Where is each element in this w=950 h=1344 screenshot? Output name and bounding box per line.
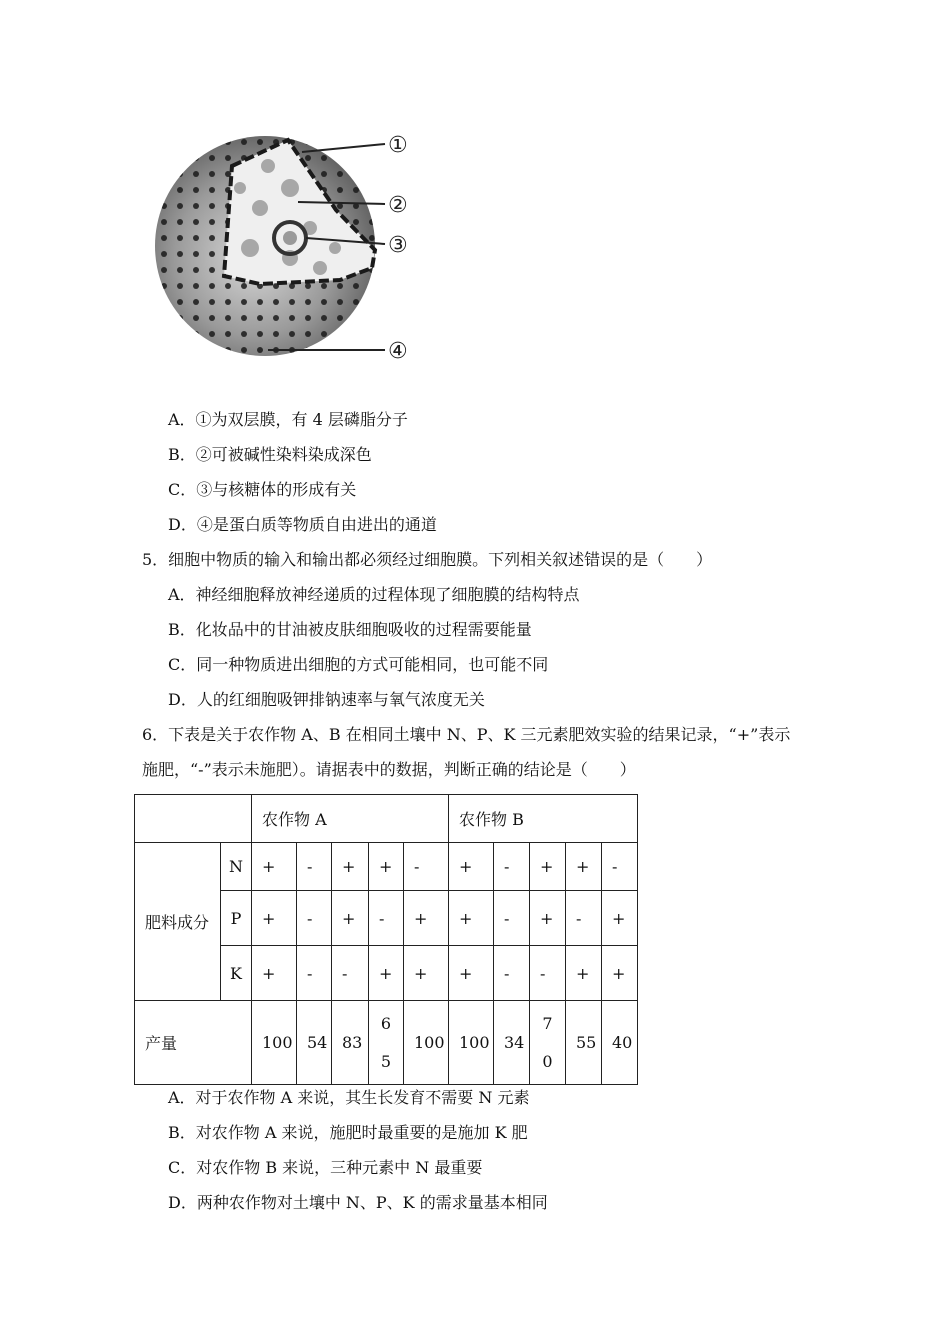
yield-cell: 34 xyxy=(494,1001,530,1085)
cell: + xyxy=(602,946,638,1001)
table-row-yield xyxy=(135,1001,638,1085)
yield-cell-stacked xyxy=(369,1001,404,1085)
yield-cell: 100 xyxy=(404,1001,449,1085)
q6-option-a: A．对于农作物 A 来说，其生长发育不需要 N 元素 xyxy=(168,1088,530,1107)
yield-digit: 5 xyxy=(380,1051,392,1071)
q5-stem: 5．细胞中物质的输入和输出都必须经过细胞膜。下列相关叙述错误的是（ ） xyxy=(142,550,713,569)
q5-option-d: D．人的红细胞吸钾排钠速率与氧气浓度无关 xyxy=(168,690,485,709)
cell: + xyxy=(602,891,638,946)
cell: + xyxy=(332,843,369,891)
q6-stem-line2: 施肥，“-”表示未施肥）。请据表中的数据，判断正确的结论是（ ） xyxy=(142,760,636,779)
q5-option-c: C．同一种物质进出细胞的方式可能相同，也可能不同 xyxy=(168,655,549,674)
cell: - xyxy=(369,891,404,946)
q4-option-c: C．③与核糖体的形成有关 xyxy=(168,480,357,499)
nutrient-k: K xyxy=(221,946,252,1001)
cell: + xyxy=(252,946,297,1001)
nutrient-p: P xyxy=(221,891,252,946)
cell: + xyxy=(404,946,449,1001)
nucleolus-core xyxy=(283,231,297,245)
cell: + xyxy=(369,946,404,1001)
q6-option-b: B．对农作物 A 来说，施肥时最重要的是施加 K 肥 xyxy=(168,1123,528,1142)
cell: + xyxy=(530,891,566,946)
cell: + xyxy=(332,891,369,946)
crop-b-header: 农作物 B xyxy=(449,795,638,843)
cell: + xyxy=(369,843,404,891)
fertilizer-table xyxy=(134,794,638,1085)
label-2: ② xyxy=(388,193,408,218)
yield-digit: 6 xyxy=(380,1013,392,1033)
yield-cell: 100 xyxy=(449,1001,494,1085)
q6-option-d: D．两种农作物对土壤中 N、P、K 的需求量基本相同 xyxy=(168,1193,548,1212)
yield-cell-stacked xyxy=(530,1001,566,1085)
cell: - xyxy=(297,843,332,891)
cell: - xyxy=(332,946,369,1001)
yield-cell: 40 xyxy=(602,1001,638,1085)
cell: - xyxy=(494,946,530,1001)
nutrient-n: N xyxy=(221,843,252,891)
q5-option-a: A．神经细胞释放神经递质的过程体现了细胞膜的结构特点 xyxy=(168,585,580,604)
table-row-n xyxy=(135,843,638,891)
q6-stem-line1: 6．下表是关于农作物 A、B 在相同土壤中 N、P、K 三元素肥效实验的结果记录，“+”表示 xyxy=(142,725,791,744)
yield-cell: 54 xyxy=(297,1001,332,1085)
cell: - xyxy=(297,946,332,1001)
cell: + xyxy=(530,843,566,891)
label-3: ③ xyxy=(388,233,408,258)
yield-cell: 83 xyxy=(332,1001,369,1085)
cell: + xyxy=(449,891,494,946)
cell: - xyxy=(566,891,602,946)
cell: + xyxy=(566,946,602,1001)
nucleus-illustration xyxy=(140,118,440,378)
cell: - xyxy=(530,946,566,1001)
label-1: ① xyxy=(388,133,408,158)
yield-label: 产量 xyxy=(135,1001,252,1085)
corner-cell xyxy=(135,795,252,843)
q4-option-d: D．④是蛋白质等物质自由进出的通道 xyxy=(168,515,437,534)
crop-a-header: 农作物 A xyxy=(252,795,449,843)
label-4: ④ xyxy=(388,339,408,364)
yield-digit: 0 xyxy=(542,1051,553,1071)
nucleus-diagram xyxy=(140,118,440,378)
cell: + xyxy=(252,843,297,891)
cell: - xyxy=(494,843,530,891)
q5-option-b: B．化妆品中的甘油被皮肤细胞吸收的过程需要能量 xyxy=(168,620,532,639)
cell: + xyxy=(449,843,494,891)
cell: + xyxy=(449,946,494,1001)
cell: - xyxy=(297,891,332,946)
q6-option-c: C．对农作物 B 来说，三种元素中 N 最重要 xyxy=(168,1158,483,1177)
cell: + xyxy=(404,891,449,946)
cell: + xyxy=(566,843,602,891)
cell: + xyxy=(252,891,297,946)
q4-option-b: B．②可被碱性染料染成深色 xyxy=(168,445,372,464)
cell: - xyxy=(602,843,638,891)
cell: - xyxy=(494,891,530,946)
yield-cell: 55 xyxy=(566,1001,602,1085)
yield-cell: 100 xyxy=(252,1001,297,1085)
cell: - xyxy=(404,843,449,891)
q4-option-a: A．①为双层膜，有 4 层磷脂分子 xyxy=(168,410,408,429)
fertilizer-label: 肥料成分 xyxy=(135,843,221,1001)
yield-digit: 7 xyxy=(542,1013,553,1033)
table-header-row xyxy=(135,795,638,843)
